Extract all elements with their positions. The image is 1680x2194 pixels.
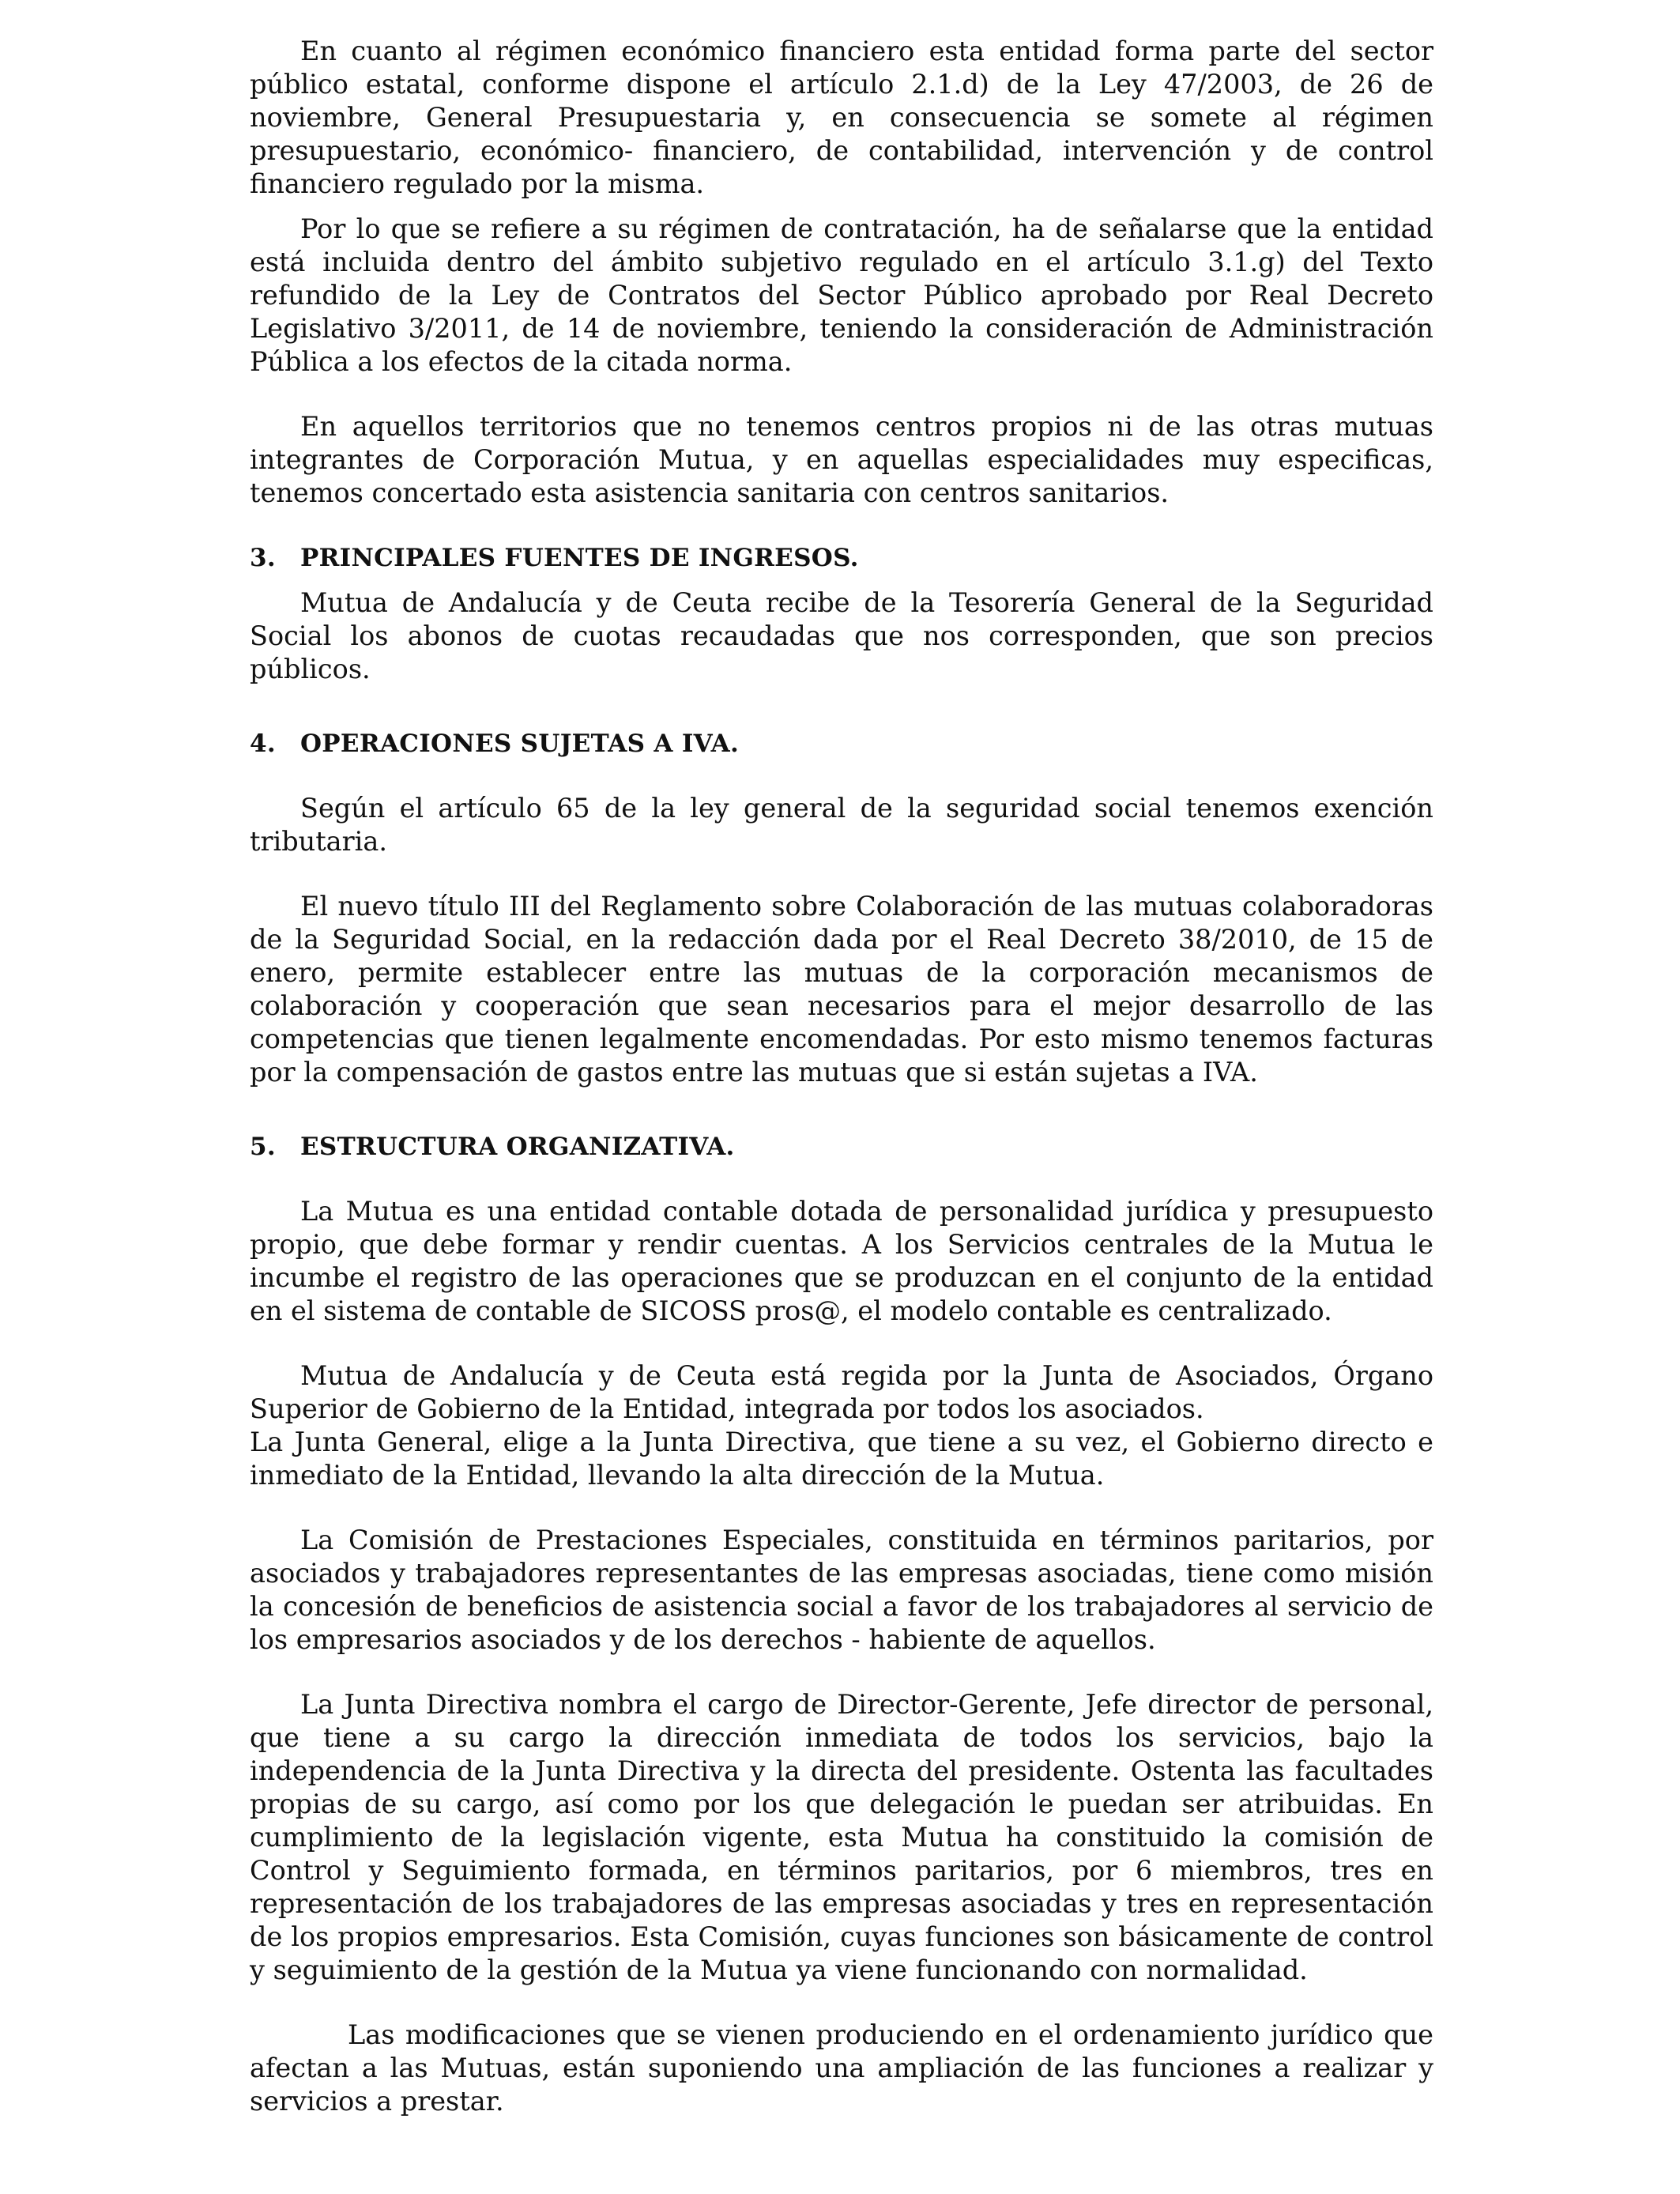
section-title: PRINCIPALES FUENTES DE INGRESOS. [300,544,859,572]
section-title: ESTRUCTURA ORGANIZATIVA. [300,1133,735,1161]
section-heading-3 [250,541,1433,575]
paragraph-comision-prestaciones: La Comisión de Prestaciones Especiales, constituida en términos paritarios, por asociados y trabajadores representantes de las empresas asociadas, tiene como misión la concesión de beneficios de asistencia social a favor de los trabajadores al servicio de los empresarios asociados y de los derechos - habiente de aquellos. [250,1525,1433,1655]
paragraph-exencion-tributaria: Según el artículo 65 de la ley general de la seguridad social tenemos exención tributaria. [250,793,1433,857]
section-number: 5. [250,1133,276,1161]
paragraph-junta-directiva: La Junta Directiva nombra el cargo de Director-Gerente, Jefe director de personal, que tiene a su cargo la dirección inmediata de todos los servicios, bajo la independencia de la Junta Directiva y la directa del presidente. Ostenta las facultades propias de su cargo, así como por los que delegación le puedan ser atribuidas. En cumplimiento de la legislación vigente, esta Mutua ha constituido la comisión de Control y Seguimiento formada, en términos paritarios, por 6 miembros, tres en representación de los trabajadores de las empresas asociadas y tres en representación de los propios empresarios. Esta Comisión, cuyas funciones son básicamente de control y seguimiento de la gestión de la Mutua ya viene funcionando con normalidad. [250,1689,1433,1985]
paragraph-asistencia-sanitaria: En aquellos territorios que no tenemos centros propios ni de las otras mutuas integrantes de Corporación Mutua, y en aquellas especialidades muy especificas, tenemos concertado esta asistencia sanitaria con centros sanitarios. [250,411,1433,508]
section-heading-5 [250,1130,1433,1163]
paragraph-junta-general: La Junta General, elige a la Junta Directiva, que tiene a su vez, el Gobierno directo e inmediato de la Entidad, llevando la alta dirección de la Mutua. [250,1427,1433,1491]
paragraph-regimen-economico: En cuanto al régimen económico financiero esta entidad forma parte del sector público estatal, conforme dispone el artículo 2.1.d) de la Ley 47/2003, de 26 de noviembre, General Presupuestaria y, en consecuencia se somete al régimen presupuestario, económico- financiero, de contabilidad, intervención y de control financiero regulado por la misma. [250,36,1433,199]
document-body [250,35,1433,2118]
paragraph-regimen-contratacion: Por lo que se refiere a su régimen de contratación, ha de señalarse que la entidad está incluida dentro del ámbito subjetivo regulado en el artículo 3.1.g) del Texto refundido de la Ley de Contratos del Sector Público aprobado por Real Decreto Legislativo 3/2011, de 14 de noviembre, teniendo la consideración de Administración Pública a los efectos de la citada norma. [250,213,1433,377]
paragraph-reglamento-colaboracion: El nuevo título III del Reglamento sobre Colaboración de las mutuas colaboradoras de la Seguridad Social, en la redacción dada por el Real Decreto 38/2010, de 15 de enero, permite establecer entre las mutuas de la corporación mecanismos de colaboración y cooperación que sean necesarios para el mejor desarrollo de las competencias que tienen legalmente encomendadas. Por esto mismo tenemos facturas por la compensación de gastos entre las mutuas que si están sujetas a IVA. [250,891,1433,1088]
section-heading-4 [250,727,1433,760]
section-number: 4. [250,729,276,758]
paragraph-entidad-contable: La Mutua es una entidad contable dotada de personalidad jurídica y presupuesto propio, que debe formar y rendir cuentas. A los Servicios centrales de la Mutua le incumbe el registro de las operaciones que se produzcan en el conjunto de la entidad en el sistema de contable de SICOSS pros@, el modelo contable es centralizado. [250,1196,1433,1326]
paragraph-modificaciones: Las modificaciones que se vienen produciendo en el ordenamiento jurídico que afectan a las Mutuas, están suponiendo una ampliación de las funciones a realizar y servicios a prestar. [250,2019,1433,2117]
paragraph-junta-asociados: Mutua de Andalucía y de Ceuta está regida por la Junta de Asociados, Órgano Superior de Gobierno de la Entidad, integrada por todos los asociados. [250,1360,1433,1424]
section-title: OPERACIONES SUJETAS A IVA. [300,729,740,758]
section-number: 3. [250,544,276,572]
paragraph-fuentes-ingresos: Mutua de Andalucía y de Ceuta recibe de la Tesorería General de la Seguridad Social los abonos de cuotas recaudadas que nos corresponden, que son precios públicos. [250,587,1433,684]
